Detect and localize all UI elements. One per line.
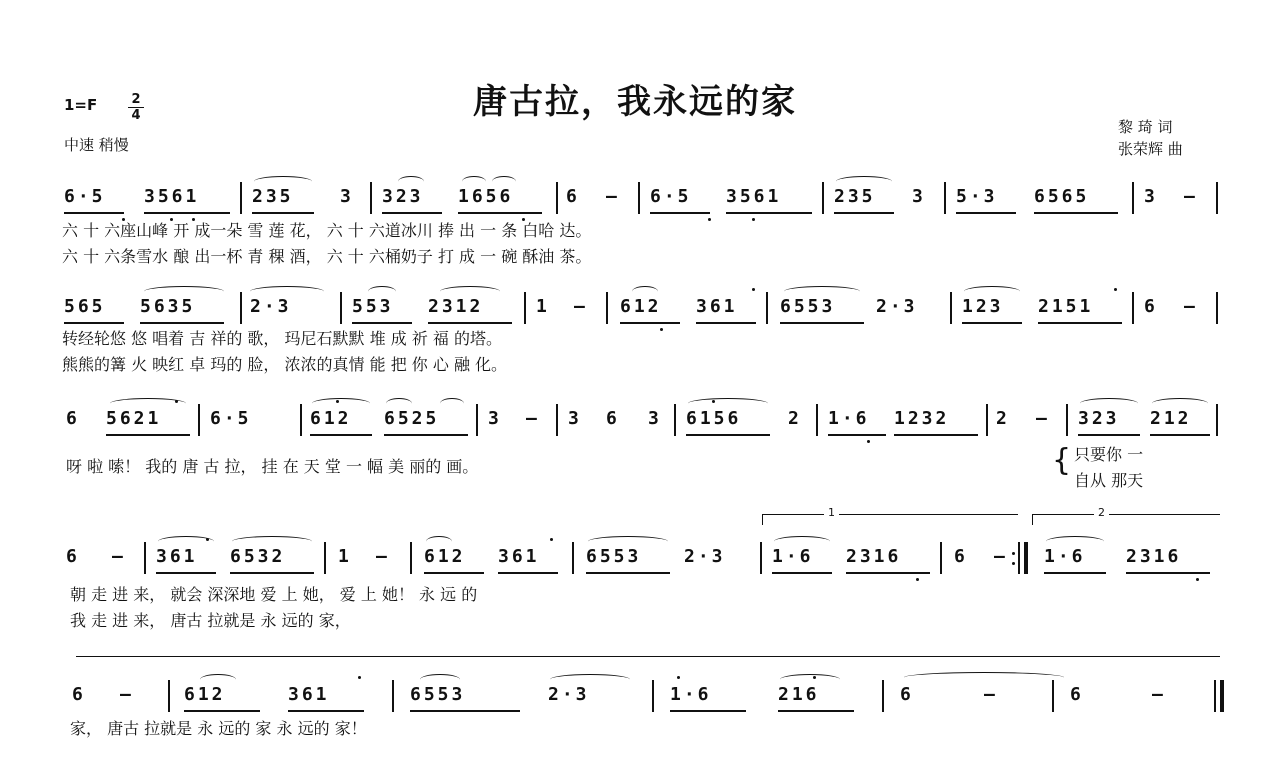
slur — [440, 398, 464, 409]
barline — [944, 182, 946, 214]
barline — [144, 542, 146, 574]
note-group: 612 — [620, 296, 662, 317]
repeat-dot — [1012, 562, 1015, 565]
beam-underline — [310, 434, 372, 436]
barline — [524, 292, 526, 324]
beam-underline — [252, 212, 314, 214]
note-group: – — [526, 408, 540, 429]
beam-underline — [140, 322, 224, 324]
tempo-marking: 中速 稍慢 — [64, 136, 129, 154]
high-octave-dot — [677, 676, 680, 679]
note-group: 2151 — [1038, 296, 1094, 317]
beam-underline — [428, 322, 512, 324]
note-group: 6 — [606, 408, 620, 429]
note-group: 6 — [954, 546, 968, 567]
lyric-line-2 — [0, 608, 1270, 632]
beam-underline — [1038, 322, 1122, 324]
note-group: – — [120, 684, 134, 705]
time-signature — [128, 92, 144, 123]
barline — [1132, 182, 1134, 214]
barline — [410, 542, 412, 574]
slur — [784, 286, 860, 297]
note-group: 6553 — [586, 546, 642, 567]
slur — [964, 286, 1020, 297]
volta-bracket-2 — [1032, 506, 1220, 523]
barline — [340, 292, 342, 324]
note-group: 3561 — [144, 186, 200, 207]
note-group: 1·6 — [1044, 546, 1086, 567]
beam-underline — [106, 434, 190, 436]
beam-underline — [828, 434, 886, 436]
notation-line — [0, 402, 1270, 442]
lyric-text: 我 走 进 来， 唐古 拉就是 永 远的 家， — [70, 611, 351, 630]
beam-underline — [64, 322, 124, 324]
barline — [822, 182, 824, 214]
note-group: 1·6 — [670, 684, 712, 705]
high-octave-dot — [813, 676, 816, 679]
lyric-text: 朝 走 进 来， 就会 深深地 爱 上 她， 爱 上 她！ 永 远 的 — [70, 585, 478, 604]
note-group: 6525 — [384, 408, 440, 429]
lyric-line-1 — [0, 326, 1270, 350]
note-group: 361 — [498, 546, 540, 567]
slur — [398, 176, 424, 187]
slur — [632, 286, 658, 297]
barline — [816, 404, 818, 436]
key-signature: 1=F — [64, 96, 98, 114]
beam-underline — [458, 212, 542, 214]
beam-underline — [726, 212, 812, 214]
beam-underline — [1150, 434, 1210, 436]
note-group: 612 — [184, 684, 226, 705]
barline — [392, 680, 394, 712]
volta-number: 1 — [824, 506, 839, 519]
time-signature-bottom: 4 — [131, 108, 141, 123]
volta-bracket-1 — [762, 506, 1018, 523]
note-group: 5635 — [140, 296, 196, 317]
time-signature-top: 2 — [131, 92, 141, 107]
beam-underline — [1034, 212, 1118, 214]
note-group: 361 — [156, 546, 198, 567]
barline — [572, 542, 574, 574]
beam-underline — [184, 710, 260, 712]
note-group: 361 — [696, 296, 738, 317]
lyric-line-1 — [0, 582, 1270, 606]
slur — [440, 286, 500, 297]
repeat-dot — [1012, 552, 1015, 555]
note-group: 6553 — [410, 684, 466, 705]
note-group: 1656 — [458, 186, 514, 207]
high-octave-dot — [550, 538, 553, 541]
notation-line — [0, 540, 1270, 580]
barline — [1216, 292, 1218, 324]
note-group: – — [112, 546, 126, 567]
slur — [250, 286, 324, 297]
beam-underline — [382, 212, 442, 214]
beam-underline — [1044, 572, 1106, 574]
note-group: 1232 — [894, 408, 950, 429]
note-group: – — [376, 546, 390, 567]
beam-underline — [772, 572, 832, 574]
beam-underline — [780, 322, 864, 324]
slur — [550, 674, 630, 685]
barline — [606, 292, 608, 324]
slur — [1046, 536, 1104, 547]
note-group: 6156 — [686, 408, 742, 429]
beam-underline — [894, 434, 978, 436]
note-group: 3561 — [726, 186, 782, 207]
note-group: 1·6 — [772, 546, 814, 567]
barline — [240, 292, 242, 324]
notation-line — [0, 290, 1270, 330]
high-octave-dot — [336, 400, 339, 403]
note-group: 2316 — [1126, 546, 1182, 567]
barline — [760, 542, 762, 574]
beam-underline — [686, 434, 770, 436]
beam-underline — [64, 212, 124, 214]
beam-underline — [288, 710, 364, 712]
slur — [200, 674, 236, 685]
barline — [950, 292, 952, 324]
barline — [638, 182, 640, 214]
staff-divider — [76, 656, 1220, 657]
note-group: 3 — [1144, 186, 1158, 207]
brace-icon: { — [1052, 443, 1072, 478]
note-group: 2 — [788, 408, 802, 429]
beam-underline — [670, 710, 746, 712]
barline — [674, 404, 676, 436]
beam-underline — [586, 572, 670, 574]
note-group: 5621 — [106, 408, 162, 429]
lyric-text: 家， 唐古 拉就是 永 远的 家 永 远的 家！ — [70, 719, 367, 738]
note-group: – — [1152, 684, 1166, 705]
note-group: 6 — [72, 684, 86, 705]
note-group: 323 — [382, 186, 424, 207]
note-group: – — [606, 186, 620, 207]
note-group: – — [1184, 296, 1198, 317]
slur — [492, 176, 516, 187]
final-barline — [1214, 680, 1216, 712]
slur — [780, 674, 840, 685]
note-group: 2·3 — [684, 546, 726, 567]
note-group: 235 — [834, 186, 876, 207]
barline — [198, 404, 200, 436]
note-group: – — [1184, 186, 1198, 207]
high-octave-dot — [175, 400, 178, 403]
note-group: 323 — [1078, 408, 1120, 429]
beam-underline — [144, 212, 230, 214]
beam-underline — [352, 322, 412, 324]
note-group: 1 — [338, 546, 352, 567]
note-group: 212 — [1150, 408, 1192, 429]
slur — [462, 176, 486, 187]
barline — [1066, 404, 1068, 436]
note-group: 3 — [340, 186, 354, 207]
note-group: 565 — [64, 296, 106, 317]
barline — [556, 182, 558, 214]
slur — [386, 398, 412, 409]
beam-underline — [1126, 572, 1210, 574]
note-group: 123 — [962, 296, 1004, 317]
lyric-text: 自从 那天 — [1074, 471, 1144, 490]
lyric-line-2 — [0, 352, 1270, 376]
high-octave-dot — [358, 676, 361, 679]
high-octave-dot — [752, 288, 755, 291]
note-group: 6 — [1070, 684, 1084, 705]
barline — [476, 404, 478, 436]
lyric-text: 只要你 一 — [1074, 445, 1144, 464]
notation-line — [0, 678, 1270, 718]
lyric-line-1 — [0, 218, 1270, 242]
barline — [556, 404, 558, 436]
lyric-text: 六 十 六座山峰 开 成一朵 雪 莲 花， 六 十 六道冰川 捧 出 一 条 白哈 达。 — [62, 221, 592, 240]
note-group: 2 — [996, 408, 1010, 429]
note-group: 6 — [1144, 296, 1158, 317]
lyric-text: 转经轮悠 悠 唱着 吉 祥的 歌， 玛尼石默默 堆 成 祈 福 的塔。 — [62, 329, 502, 348]
note-group: 1 — [536, 296, 550, 317]
slur — [426, 536, 452, 547]
note-group: 6 — [66, 408, 80, 429]
note-group: – — [1036, 408, 1050, 429]
lyric-text: 熊熊的篝 火 映红 卓 玛的 脸， 浓浓的真情 能 把 你 心 融 化。 — [62, 355, 508, 374]
note-group: 6 — [900, 684, 914, 705]
beam-underline — [956, 212, 1016, 214]
barline — [986, 404, 988, 436]
note-group: – — [574, 296, 588, 317]
slur — [688, 398, 768, 409]
slur — [836, 176, 892, 187]
note-group: 2316 — [846, 546, 902, 567]
note-group: 6 — [566, 186, 580, 207]
final-barline-thick — [1220, 680, 1224, 712]
beam-underline — [962, 322, 1022, 324]
lyric-text: 呀 啦 嗦！ 我的 唐 古 拉， 挂 在 天 堂 一 幅 美 丽的 画。 — [66, 457, 479, 476]
lyric-line-2 — [0, 244, 1270, 268]
note-group: 6·5 — [650, 186, 692, 207]
note-group: 2312 — [428, 296, 484, 317]
note-group: 612 — [310, 408, 352, 429]
barline — [1018, 542, 1020, 574]
note-group: 3 — [912, 186, 926, 207]
beam-underline — [156, 572, 216, 574]
barline — [300, 404, 302, 436]
volta-number: 2 — [1094, 506, 1109, 519]
note-group: 235 — [252, 186, 294, 207]
note-group: 1·6 — [828, 408, 870, 429]
barline — [882, 680, 884, 712]
slur — [144, 286, 224, 297]
beam-underline — [384, 434, 468, 436]
beam-underline — [620, 322, 680, 324]
note-group: 6532 — [230, 546, 286, 567]
high-octave-dot — [712, 400, 715, 403]
note-group: 6565 — [1034, 186, 1090, 207]
repeat-barline — [1024, 542, 1028, 574]
barline — [324, 542, 326, 574]
slur — [232, 536, 312, 547]
barline — [940, 542, 942, 574]
slur — [368, 286, 396, 297]
slur — [904, 672, 1064, 683]
beam-underline — [834, 212, 894, 214]
song-title: 唐古拉，我永远的家 — [473, 82, 797, 122]
barline — [240, 182, 242, 214]
beam-underline — [498, 572, 558, 574]
barline — [766, 292, 768, 324]
slur — [1152, 398, 1208, 409]
slur — [588, 536, 668, 547]
beam-underline — [424, 572, 484, 574]
slur — [1080, 398, 1138, 409]
note-group: 2·3 — [876, 296, 918, 317]
beam-underline — [650, 212, 710, 214]
note-group: 6·5 — [210, 408, 252, 429]
barline — [370, 182, 372, 214]
beam-underline — [778, 710, 854, 712]
note-group: 6553 — [780, 296, 836, 317]
high-octave-dot — [206, 538, 209, 541]
note-group: 2·3 — [548, 684, 590, 705]
note-group: 6 — [66, 546, 80, 567]
slur — [420, 674, 460, 685]
barline — [1216, 182, 1218, 214]
barline — [1216, 404, 1218, 436]
volta-tick — [762, 515, 763, 525]
beam-underline — [230, 572, 314, 574]
barline — [652, 680, 654, 712]
lyric-brace-line-2 — [0, 468, 1270, 492]
lyric-line-1 — [0, 716, 1270, 740]
note-group: 2·3 — [250, 296, 292, 317]
note-group: 5·3 — [956, 186, 998, 207]
volta-tick — [1032, 515, 1033, 525]
note-group: – — [984, 684, 998, 705]
note-group: 3 — [648, 408, 662, 429]
beam-underline — [410, 710, 520, 712]
note-group: 553 — [352, 296, 394, 317]
note-group: 3 — [488, 408, 502, 429]
note-group: 3 — [568, 408, 582, 429]
barline — [1052, 680, 1054, 712]
lyric-text: 六 十 六条雪水 酿 出一杯 青 稞 酒， 六 十 六桶奶子 打 成 一 碗 酥油 茶。 — [62, 247, 592, 266]
barline — [1132, 292, 1134, 324]
note-group: 361 — [288, 684, 330, 705]
high-octave-dot — [1114, 288, 1117, 291]
slur — [312, 398, 370, 409]
beam-underline — [1078, 434, 1140, 436]
note-group: 6·5 — [64, 186, 106, 207]
lyricist-credit: 黎 琦 词 — [1118, 118, 1173, 136]
slur — [254, 176, 312, 187]
lyric-brace-line-1 — [0, 442, 1270, 466]
notation-line — [0, 180, 1270, 220]
beam-underline — [846, 572, 930, 574]
note-group: 612 — [424, 546, 466, 567]
barline — [168, 680, 170, 712]
note-group: – — [994, 546, 1008, 567]
composer-credit: 张荣辉 曲 — [1118, 140, 1183, 158]
low-octave-dot — [1196, 578, 1199, 581]
note-group: 216 — [778, 684, 820, 705]
beam-underline — [696, 322, 756, 324]
low-octave-dot — [916, 578, 919, 581]
slur — [774, 536, 830, 547]
